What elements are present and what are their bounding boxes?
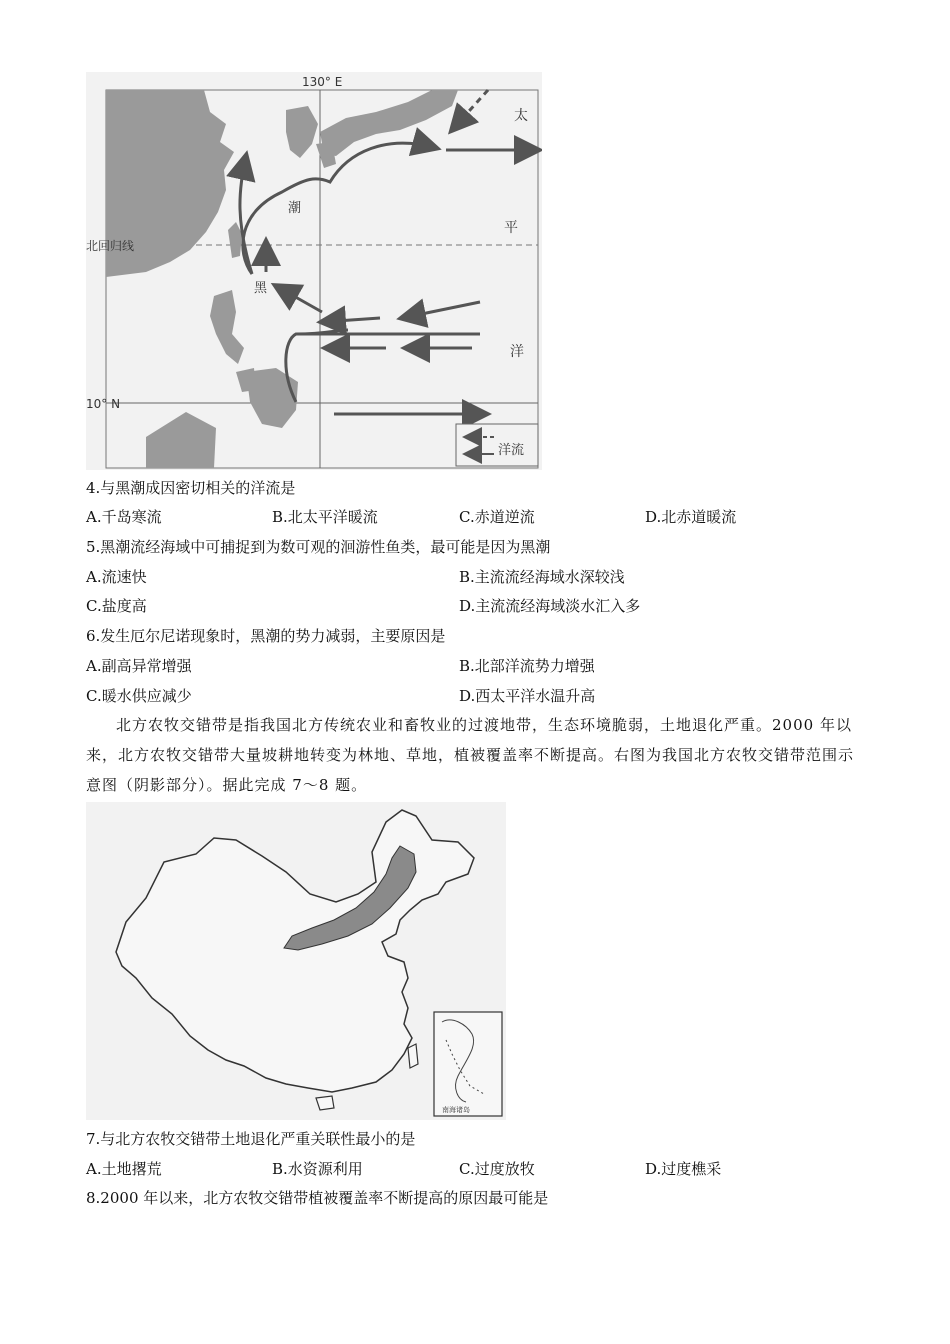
hainan-island	[316, 1096, 334, 1110]
dashed-current-arrow	[452, 90, 488, 130]
ocean-char-2: 平	[504, 220, 518, 236]
q5-stem: 5.黑潮流经海域中可捕捉到为数可观的洄游性鱼类，最可能是因为黑潮	[86, 538, 551, 556]
china-outline	[116, 810, 474, 1092]
q4-stem: 4.与黑潮成因密切相关的洋流是	[86, 479, 296, 497]
kuroshio-map-svg	[86, 72, 542, 470]
q5-option-d: D.主流流经海域淡水汇入多	[459, 597, 641, 615]
legend-box	[456, 424, 538, 466]
kuroshio-char-1: 潮	[288, 201, 302, 216]
ocean-char-1: 太	[514, 108, 528, 124]
land-korea	[286, 106, 318, 158]
q5-option-c: C.盐度高	[86, 597, 147, 615]
q8-stem: 8.2000 年以来，北方农牧交错带植被覆盖率不断提高的原因最可能是	[86, 1189, 549, 1207]
q7-option-d: D.过度樵采	[645, 1160, 722, 1178]
kuroshio-current-north	[243, 143, 436, 274]
china-map-svg	[86, 802, 506, 1120]
land-japan	[320, 90, 458, 156]
land-luzon	[210, 290, 244, 364]
kuroshio-map	[86, 72, 542, 470]
passage-text: 北方农牧交错带是指我国北方传统农业和畜牧业的过渡地带，生态环境脆弱，土地退化严重。2000 年以来，北方农牧交错带大量坡耕地转变为林地、草地，植被覆盖率不断提高。右图为我国北方农牧交错带范围示意图（阴影部分）。据此完成 7～8 题。	[86, 716, 855, 794]
q7-option-b: B.水资源利用	[272, 1160, 363, 1178]
taiwan-island	[408, 1044, 418, 1068]
land-taiwan	[228, 222, 242, 258]
q4-option-a: A.千岛寒流	[86, 508, 162, 526]
q6-option-b: B.北部洋流势力增强	[459, 657, 595, 675]
kuroshio-char-2: 黑	[254, 281, 268, 296]
legend-label: 洋流	[498, 443, 525, 458]
q6-stem: 6.发生厄尔尼诺现象时，黑潮的势力减弱，主要原因是	[86, 627, 446, 645]
south-sea-inset	[434, 1012, 502, 1116]
land-visayas	[236, 368, 256, 392]
china-ecotone-map	[86, 802, 506, 1120]
q4-option-c: C.赤道逆流	[459, 508, 535, 526]
inset-label: 南海诸岛	[442, 1106, 470, 1114]
q7-option-c: C.过度放牧	[459, 1160, 535, 1178]
q5-option-b: B.主流流经海域水深较浅	[459, 568, 625, 586]
nec-arrow-2	[322, 318, 380, 322]
tropic-label: 北回归线	[86, 239, 135, 253]
q4-option-d: D.北赤道暖流	[645, 508, 737, 526]
nec-arrow-3	[276, 286, 322, 312]
q6-option-a: A.副高异常增强	[86, 657, 192, 675]
kuroshio-left-branch	[240, 156, 252, 274]
q6-option-c: C.暖水供应减少	[86, 687, 192, 705]
q4-option-b: B.北太平洋暖流	[272, 508, 378, 526]
land-borneo	[146, 412, 216, 468]
lat-label: 10° N	[86, 397, 121, 411]
q5-option-a: A.流速快	[86, 568, 147, 586]
q7-stem: 7.与北方农牧交错带土地退化严重关联性最小的是	[86, 1130, 416, 1148]
q7-option-a: A.土地撂荒	[86, 1160, 162, 1178]
nec-arrow-1	[402, 302, 480, 318]
q6-option-d: D.西太平洋水温升高	[459, 687, 596, 705]
ocean-char-3: 洋	[510, 344, 524, 360]
lon-label: 130° E	[302, 75, 343, 89]
